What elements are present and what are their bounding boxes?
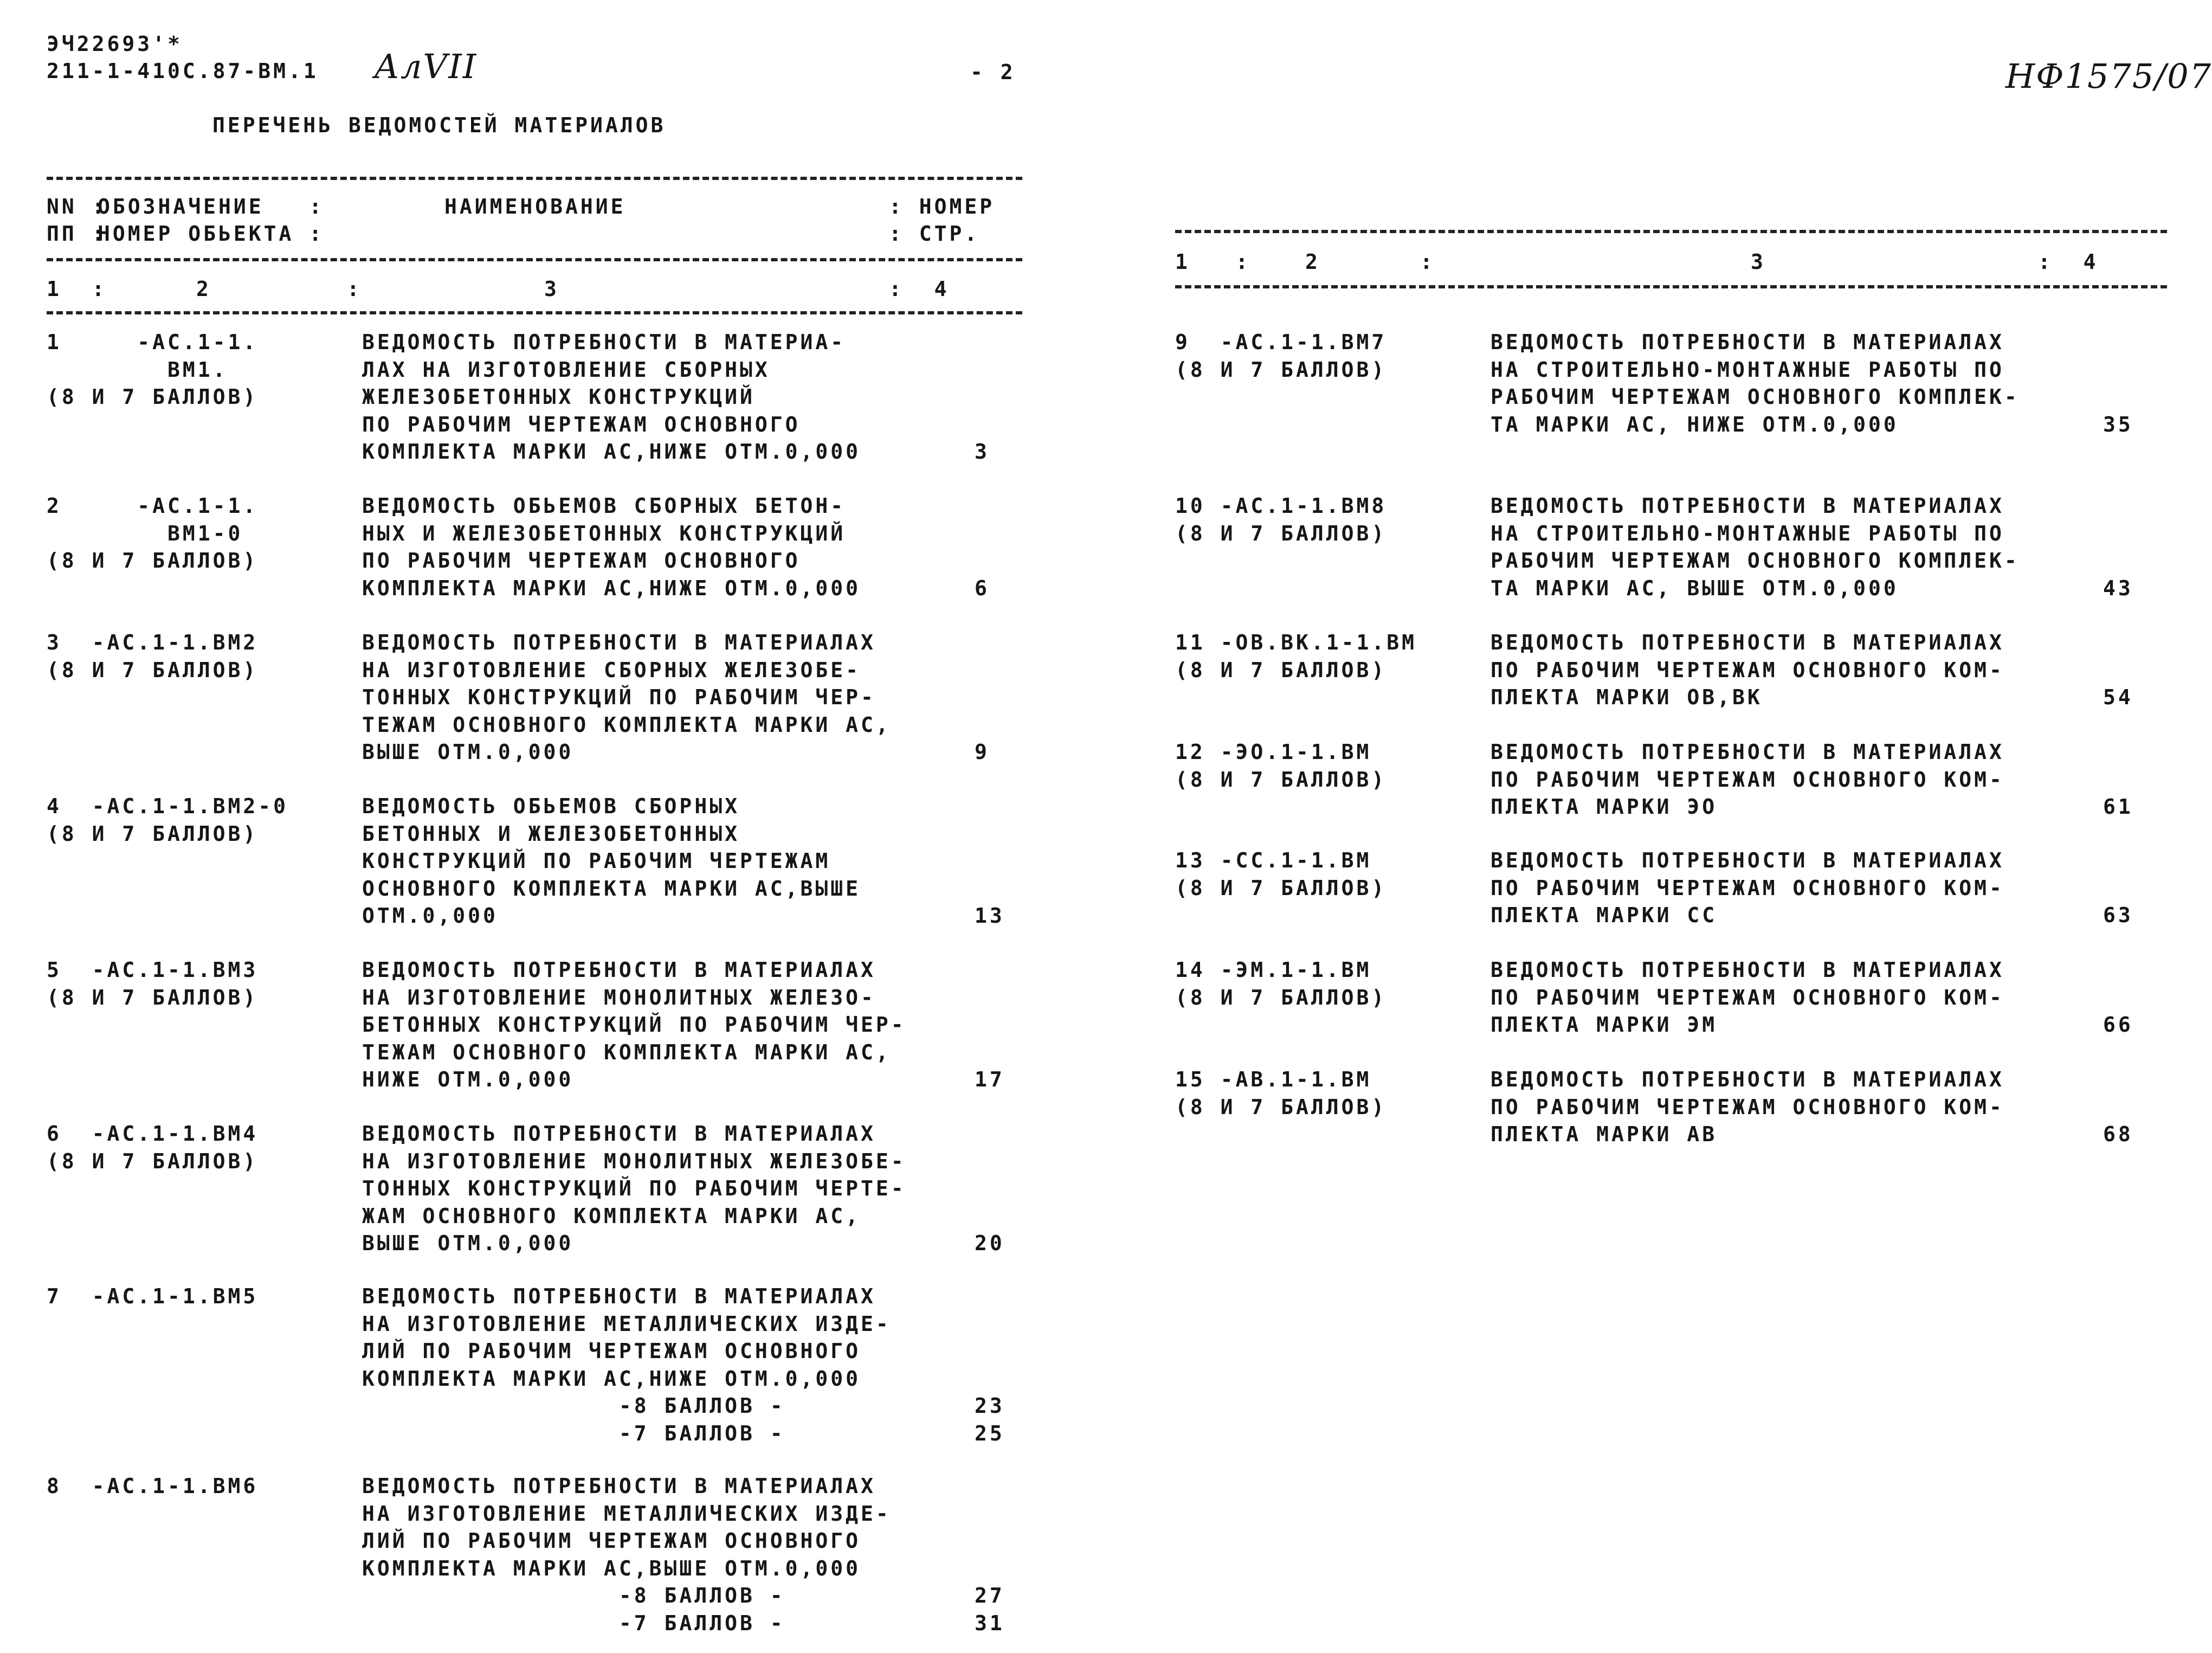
row-name: НА ИЗГОТОВЛЕНИЕ МЕТАЛЛИЧЕСКИХ ИЗДЕ-	[362, 1501, 891, 1526]
row-page-number: 9	[975, 740, 990, 764]
row-designation: 4 -АС.1-1.ВМ2-0	[47, 794, 289, 818]
handwritten-mark: АлVII	[374, 47, 478, 86]
row-name: ВЕДОМОСТЬ ПОТРЕБНОСТИ В МАТЕРИАЛАХ	[1491, 631, 2004, 654]
row-designation: 13 -СС.1-1.ВМ	[1175, 848, 1372, 872]
row-name: -8 БАЛЛОВ -	[362, 1584, 785, 1607]
row-name: КОМПЛЕКТА МАРКИ АС,НИЖЕ ОТМ.0,000	[362, 440, 861, 464]
row-name: ВЫШЕ ОТМ.0,000	[362, 1231, 574, 1255]
right-colnum-4: : 4	[2038, 250, 2099, 274]
left-header-page: : СТР.	[889, 222, 980, 246]
row-name: ПЛЕКТА МАРКИ СС	[1491, 903, 1718, 927]
row-name: ВЕДОМОСТЬ ПОТРЕБНОСТИ В МАТЕРИАЛАХ	[1491, 848, 2004, 872]
row-page-number: 17	[975, 1067, 1005, 1091]
row-name: ТЕЖАМ ОСНОВНОГО КОМПЛЕКТА МАРКИ АС,	[362, 712, 891, 737]
row-designation: (8 И 7 БАЛЛОВ)	[1175, 658, 1387, 682]
row-name: ПО РАБОЧИМ ЧЕРТЕЖАМ ОСНОВНОГО	[362, 412, 801, 436]
row-name: ВЕДОМОСТЬ ПОТРЕБНОСТИ В МАТЕРИА-	[362, 330, 846, 354]
row-name: РАБОЧИМ ЧЕРТЕЖАМ ОСНОВНОГО КОМПЛЕК-	[1491, 549, 2020, 573]
row-page-number: 13	[975, 904, 1005, 928]
right-colnum-2-sep: :	[1420, 250, 1435, 274]
row-designation: 14 -ЭМ.1-1.ВМ	[1175, 958, 1372, 982]
row-page-number: 66	[2103, 1013, 2133, 1037]
row-name: ПЛЕКТА МАРКИ АВ	[1491, 1122, 1718, 1146]
row-page-number: 68	[2103, 1122, 2133, 1146]
doc-code-line2: 211-1-410С.87-ВМ.1	[47, 59, 319, 83]
archive-mark: НФ1575/07	[2005, 56, 2212, 96]
left-colnum-4: : 4	[889, 277, 950, 301]
row-name: ПО РАБОЧИМ ЧЕРТЕЖАМ ОСНОВНОГО	[362, 549, 801, 573]
row-page-number: 6	[975, 576, 990, 600]
row-name: ЛАХ НА ИЗГОТОВЛЕНИЕ СБОРНЫХ	[362, 357, 770, 382]
left-table-mid-rule	[47, 258, 1022, 261]
row-page-number: 3	[975, 440, 990, 464]
row-name: ВЕДОМОСТЬ ОБЬЕМОВ СБОРНЫХ БЕТОН-	[362, 494, 846, 518]
row-name: НА СТРОИТЕЛЬНО-МОНТАЖНЫЕ РАБОТЫ ПО	[1491, 357, 2004, 382]
row-designation: 2 -АС.1-1.	[47, 494, 259, 518]
row-name: БЕТОННЫХ КОНСТРУКЦИЙ ПО РАБОЧИМ ЧЕР-	[362, 1013, 906, 1037]
row-name: ВЕДОМОСТЬ ОБЬЕМОВ СБОРНЫХ	[362, 794, 740, 818]
row-designation: (8 И 7 БАЛЛОВ)	[1175, 521, 1387, 545]
left-header-object-number: НОМЕР ОБЬЕКТА :	[98, 222, 325, 246]
left-colnum-2: 2	[196, 277, 211, 301]
doc-code-line1: ЭЧ22693'*	[47, 32, 183, 56]
row-designation: (8 И 7 БАЛЛОВ)	[47, 549, 259, 573]
left-colnum-3: 3	[544, 277, 559, 301]
row-name: ТЕЖАМ ОСНОВНОГО КОМПЛЕКТА МАРКИ АС,	[362, 1040, 891, 1064]
row-name: ПО РАБОЧИМ ЧЕРТЕЖАМ ОСНОВНОГО КОМ-	[1491, 876, 2004, 900]
row-name: ТОННЫХ КОНСТРУКЦИЙ ПО РАБОЧИМ ЧЕРТЕ-	[362, 1176, 906, 1200]
row-name: -7 БАЛЛОВ -	[362, 1611, 785, 1635]
row-name: ПЛЕКТА МАРКИ ОВ,ВК	[1491, 685, 1763, 709]
row-designation: ВМ1.	[47, 357, 228, 382]
row-page-number: 43	[2103, 576, 2133, 600]
row-designation: (8 И 7 БАЛЛОВ)	[47, 658, 259, 682]
row-page-number: 23	[975, 1394, 1005, 1418]
row-designation: (8 И 7 БАЛЛОВ)	[47, 385, 259, 409]
row-name: ЖЕЛЕЗОБЕТОННЫХ КОНСТРУКЦИЙ	[362, 385, 755, 409]
row-name: ПЛЕКТА МАРКИ ЭО	[1491, 795, 1718, 819]
row-page-number: 54	[2103, 685, 2133, 709]
row-designation: 1 -АС.1-1.	[47, 330, 259, 354]
row-name: НЫХ И ЖЕЛЕЗОБЕТОННЫХ КОНСТРУКЦИЙ	[362, 521, 846, 545]
right-colnum-2: 2	[1305, 250, 1320, 274]
left-header-pagenum: : НОМЕР	[889, 195, 995, 218]
row-name: ПО РАБОЧИМ ЧЕРТЕЖАМ ОСНОВНОГО КОМ-	[1491, 985, 2004, 1009]
row-name: НА ИЗГОТОВЛЕНИЕ МОНОЛИТНЫХ ЖЕЛЕЗО-	[362, 985, 876, 1009]
row-name: НА ИЗГОТОВЛЕНИЕ МОНОЛИТНЫХ ЖЕЛЕЗОБЕ-	[362, 1149, 906, 1173]
row-designation: (8 И 7 БАЛЛОВ)	[47, 821, 259, 846]
row-page-number: 35	[2103, 412, 2133, 436]
row-page-number: 27	[975, 1584, 1005, 1607]
row-name: ВЕДОМОСТЬ ПОТРЕБНОСТИ В МАТЕРИАЛАХ	[1491, 958, 2004, 982]
left-header-name: НАИМЕНОВАНИЕ	[444, 195, 626, 218]
row-designation: 6 -АС.1-1.ВМ4	[47, 1122, 259, 1146]
row-name: ОТМ.0,000	[362, 904, 498, 928]
row-page-number: 20	[975, 1231, 1005, 1255]
row-name: ОСНОВНОГО КОМПЛЕКТА МАРКИ АС,ВЫШЕ	[362, 876, 861, 901]
row-name: КОМПЛЕКТА МАРКИ АС,НИЖЕ ОТМ.0,000	[362, 1366, 861, 1391]
row-name: НА ИЗГОТОВЛЕНИЕ МЕТАЛЛИЧЕСКИХ ИЗДЕ-	[362, 1311, 891, 1336]
row-name: ВЕДОМОСТЬ ПОТРЕБНОСТИ В МАТЕРИАЛАХ	[362, 1284, 876, 1308]
row-name: ВЕДОМОСТЬ ПОТРЕБНОСТИ В МАТЕРИАЛАХ	[1491, 330, 2004, 354]
row-designation: 3 -АС.1-1.ВМ2	[47, 631, 259, 654]
row-name: КОНСТРУКЦИЙ ПО РАБОЧИМ ЧЕРТЕЖАМ	[362, 849, 831, 873]
row-name: ЛИЙ ПО РАБОЧИМ ЧЕРТЕЖАМ ОСНОВНОГО	[362, 1529, 861, 1553]
left-header-pp: ПП :	[47, 222, 107, 246]
row-designation: (8 И 7 БАЛЛОВ)	[1175, 876, 1387, 900]
row-name: ВЕДОМОСТЬ ПОТРЕБНОСТИ В МАТЕРИАЛАХ	[1491, 740, 2004, 764]
row-name: -8 БАЛЛОВ -	[362, 1394, 785, 1418]
row-name: -7 БАЛЛОВ -	[362, 1421, 785, 1445]
left-header-nn: NN :	[47, 195, 107, 218]
row-name: ВЕДОМОСТЬ ПОТРЕБНОСТИ В МАТЕРИАЛАХ	[1491, 1067, 2004, 1091]
row-designation: 9 -АС.1-1.ВМ7	[1175, 330, 1387, 354]
row-name: ПО РАБОЧИМ ЧЕРТЕЖАМ ОСНОВНОГО КОМ-	[1491, 767, 2004, 792]
row-name: ПО РАБОЧИМ ЧЕРТЕЖАМ ОСНОВНОГО КОМ-	[1491, 658, 2004, 682]
row-name: ВЫШЕ ОТМ.0,000	[362, 740, 574, 764]
row-designation: 10 -АС.1-1.ВМ8	[1175, 494, 1387, 518]
row-name: ТА МАРКИ АС, НИЖЕ ОТМ.0,000	[1491, 412, 1899, 436]
row-page-number: 31	[975, 1611, 1005, 1635]
right-table-top-rule	[1175, 230, 2167, 233]
row-designation: 7 -АС.1-1.ВМ5	[47, 1284, 259, 1308]
row-designation: (8 И 7 БАЛЛОВ)	[1175, 1095, 1387, 1119]
left-table-top-rule	[47, 177, 1022, 180]
left-table-header-bottom-rule	[47, 311, 1022, 314]
row-name: ТОННЫХ КОНСТРУКЦИЙ ПО РАБОЧИМ ЧЕР-	[362, 685, 876, 709]
row-designation: 12 -ЭО.1-1.ВМ	[1175, 740, 1372, 764]
row-page-number: 61	[2103, 795, 2133, 819]
row-name: НА СТРОИТЕЛЬНО-МОНТАЖНЫЕ РАБОТЫ ПО	[1491, 521, 2004, 545]
page-title: ПЕРЕЧЕНЬ ВЕДОМОСТЕЙ МАТЕРИАЛОВ	[212, 113, 666, 137]
row-name: ВЕДОМОСТЬ ПОТРЕБНОСТИ В МАТЕРИАЛАХ	[362, 631, 876, 654]
row-name: КОМПЛЕКТА МАРКИ АС,ВЫШЕ ОТМ.0,000	[362, 1556, 861, 1580]
left-colnum-1: 1 :	[47, 277, 107, 301]
row-designation: (8 И 7 БАЛЛОВ)	[1175, 767, 1387, 792]
row-designation: (8 И 7 БАЛЛОВ)	[47, 1149, 259, 1173]
right-colnum-1: 1 :	[1175, 250, 1251, 274]
row-designation: (8 И 7 БАЛЛОВ)	[47, 985, 259, 1009]
row-name: ВЕДОМОСТЬ ПОТРЕБНОСТИ В МАТЕРИАЛАХ	[1491, 494, 2004, 518]
row-name: НИЖЕ ОТМ.0,000	[362, 1067, 574, 1091]
row-designation: 11 -ОВ.ВК.1-1.ВМ	[1175, 631, 1417, 654]
row-name: РАБОЧИМ ЧЕРТЕЖАМ ОСНОВНОГО КОМПЛЕК-	[1491, 385, 2020, 409]
row-designation: ВМ1-0	[47, 521, 243, 545]
row-name: ВЕДОМОСТЬ ПОТРЕБНОСТИ В МАТЕРИАЛАХ	[362, 1474, 876, 1498]
row-designation: 15 -АВ.1-1.ВМ	[1175, 1067, 1372, 1091]
row-name: НА ИЗГОТОВЛЕНИЕ СБОРНЫХ ЖЕЛЕЗОБЕ-	[362, 658, 861, 682]
left-colnum-2-sep: :	[347, 277, 362, 301]
row-designation: (8 И 7 БАЛЛОВ)	[1175, 985, 1387, 1009]
right-colnum-3: 3	[1751, 250, 1766, 274]
row-designation: (8 И 7 БАЛЛОВ)	[1175, 357, 1387, 382]
row-page-number: 25	[975, 1421, 1005, 1445]
row-name: ПЛЕКТА МАРКИ ЭМ	[1491, 1013, 1718, 1037]
row-name: ТА МАРКИ АС, ВЫШЕ ОТМ.0,000	[1491, 576, 1899, 600]
row-designation: 8 -АС.1-1.ВМ6	[47, 1474, 259, 1498]
row-name: ВЕДОМОСТЬ ПОТРЕБНОСТИ В МАТЕРИАЛАХ	[362, 958, 876, 982]
page-number: - 2	[970, 60, 1016, 84]
row-name: БЕТОННЫХ И ЖЕЛЕЗОБЕТОННЫХ	[362, 821, 740, 846]
row-name: ЛИЙ ПО РАБОЧИМ ЧЕРТЕЖАМ ОСНОВНОГО	[362, 1339, 861, 1363]
row-page-number: 63	[2103, 903, 2133, 927]
row-name: ПО РАБОЧИМ ЧЕРТЕЖАМ ОСНОВНОГО КОМ-	[1491, 1095, 2004, 1119]
row-name: ЖАМ ОСНОВНОГО КОМПЛЕКТА МАРКИ АС,	[362, 1204, 861, 1228]
row-name: КОМПЛЕКТА МАРКИ АС,НИЖЕ ОТМ.0,000	[362, 576, 861, 600]
row-designation: 5 -АС.1-1.ВМ3	[47, 958, 259, 982]
right-table-header-bottom-rule	[1175, 285, 2167, 288]
row-name: ВЕДОМОСТЬ ПОТРЕБНОСТИ В МАТЕРИАЛАХ	[362, 1122, 876, 1146]
left-header-designation: ОБОЗНАЧЕНИЕ :	[98, 195, 325, 218]
